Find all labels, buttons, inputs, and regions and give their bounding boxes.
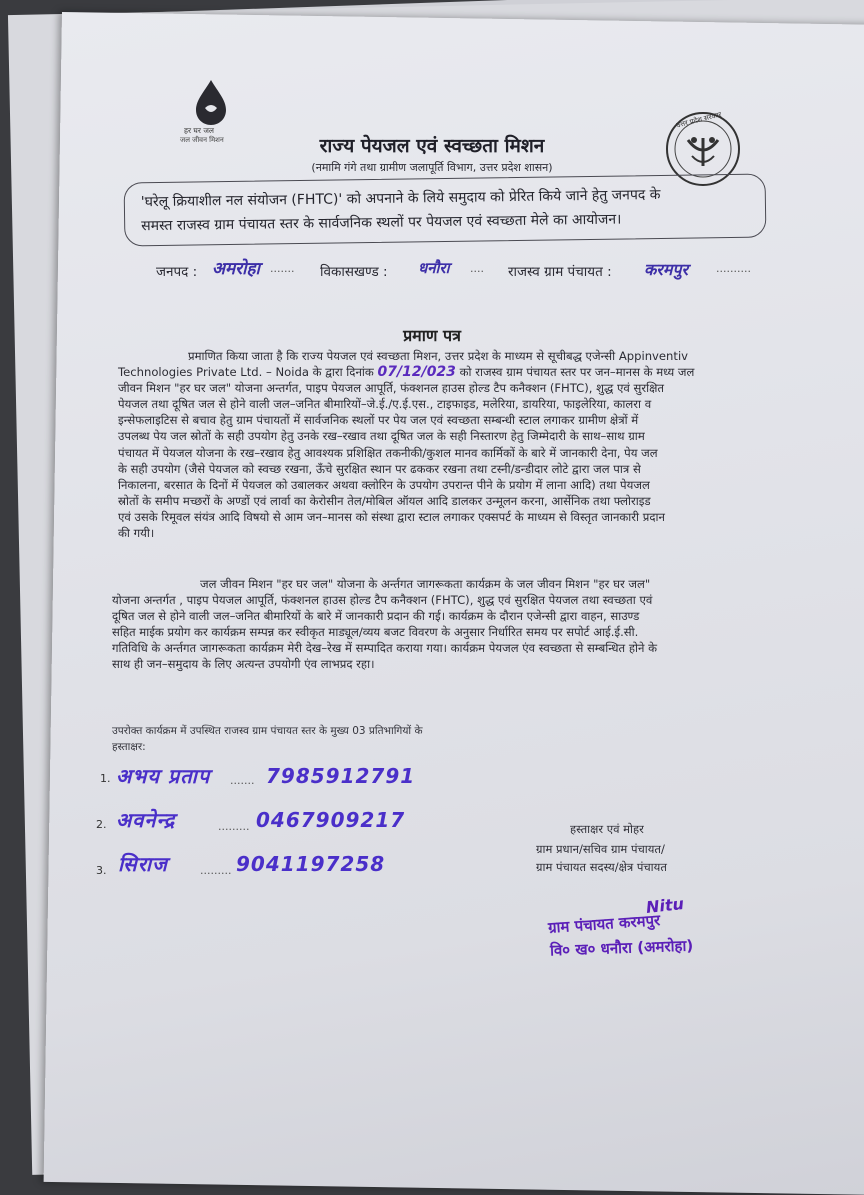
paragraph-line: उपलब्ध पेय जल स्रोतों के सही उपयोग हेतु उनके रख–रखाव तथा दूषित जल के सही निस्तारण हेतु जिम्मेदारी के साथ–साथ ग्राम bbox=[118, 429, 645, 444]
paragraph-line: जीवन मिशन "हर घर जल" योजना अन्तर्गत, पाइप पेयजल आपूर्ति, फंक्शनल हाउस होल्ड टैप कनैक्शन (FHTC), शुद्ध एवं सुरक्षित bbox=[118, 381, 665, 396]
signatory-label: ग्राम प्रधान/सचिव ग्राम पंचायत/ bbox=[536, 842, 665, 856]
signatory-label: ग्राम पंचायत सदस्य/क्षेत्र पंचायत bbox=[536, 860, 667, 874]
attendee-name: सिराज bbox=[118, 852, 168, 876]
emblem-text: उत्तर प्रदेश सरकार bbox=[675, 110, 723, 130]
paragraph-line: साथ ही जन–समुदाय के लिए अत्यन्त उपयोगी एंव लाभप्रद रहा। bbox=[112, 657, 375, 672]
event-banner bbox=[124, 174, 767, 247]
paragraph-line: इन्सेफलाइटिस से बचाव हेतु ग्राम पंचायतों में सार्वजनिक स्थलों पर पेय जल एवं स्वच्छता सम्बन्धी स्टाल लगाकर ग्रामीण क्षेत्रों में bbox=[118, 413, 639, 428]
paragraph-line: की गयी। bbox=[118, 526, 155, 541]
paragraph-line: स्रोतों के समीप मच्छरों के अण्डों एवं लार्वा का केरोसीन तेल/मोबिल ऑयल आदि डालकर उन्मूलन करना, आर्सेनिक तथा फ्लोराइड bbox=[118, 493, 651, 508]
paragraph-line bbox=[118, 364, 694, 380]
dots: .......... bbox=[716, 262, 751, 275]
attendee-phone: 7985912791 bbox=[266, 764, 416, 788]
page-title: राज्य पेयजल एवं स्वच्छता मिशन bbox=[319, 135, 545, 157]
attendees-intro: हस्ताक्षर: bbox=[112, 741, 146, 753]
block-label: विकासखण्ड : bbox=[320, 264, 388, 280]
certificate-paragraph-2 bbox=[112, 576, 657, 673]
paragraph-line: पेयजल तथा दूषित जल से होने वाली जल–जनित बीमारियों–जे.ई./ए.ई.एस., टाइफाइड, मलेरिया, डायरिया, फाइलेरिया, कालरा व bbox=[118, 397, 652, 412]
block-value: धनौरा bbox=[418, 259, 450, 277]
district-value: अमरोहा bbox=[212, 259, 260, 279]
date-value: 07/12/023 bbox=[377, 364, 456, 381]
paragraph-line: पंचायत में पेयजल योजना के रख–रखाव हेतु आवश्यक प्रशिक्षित तकनीकी/कुशल मानव कार्मिकों के बारे में जानकारी देना, पेय जल bbox=[118, 445, 658, 460]
attendee-number: 2. bbox=[96, 818, 107, 831]
page-subtitle: (नमामि गंगे तथा ग्रामीण जलापूर्ति विभाग, उत्तर प्रदेश शासन) bbox=[311, 161, 553, 174]
attendee-name: अवनेन्द्र bbox=[116, 808, 176, 832]
paragraph-line: जल जीवन मिशन "हर घर जल" योजना के अर्न्तगत जागरूकता कार्यक्रम के जल जीवन मिशन "हर घर जल" bbox=[200, 577, 651, 591]
logo-text: जल जीवन मिशन bbox=[180, 136, 224, 144]
paragraph-line: प्रमाणित किया जाता है कि राज्य पेयजल एवं स्वच्छता मिशन, उत्तर प्रदेश के माध्यम से सूचीबद्ध एजेन्सी Appinventiv bbox=[188, 349, 689, 363]
paragraph-line: योजना अन्तर्गत , पाइप पेयजल आपूर्ति, फंक्शनल हाउस होल्ड टैप कनैक्शन (FHTC), शुद्ध एवं सुरक्षित पेयजल तथा स्वच्छता एवं bbox=[112, 593, 653, 608]
dots: ......... bbox=[200, 864, 232, 877]
gp-label: राजस्व ग्राम पंचायत : bbox=[508, 264, 612, 280]
certificate-paragraph-1 bbox=[118, 348, 694, 541]
paragraph-line-part: को राजस्व ग्राम पंचायत स्तर पर जन–मानस के मध्य जल bbox=[459, 365, 695, 380]
logo-text: हर घर जल bbox=[184, 126, 214, 135]
paragraph-line: एवं उसके रिमूवल संयंत्र आदि विषयो से आम जन–मानस को संस्था द्वारा स्टाल लगाकर एक्सपर्ट के माध्यम से विस्तृत जानकारी प्रदान bbox=[118, 509, 665, 524]
attendee-number: 1. bbox=[100, 772, 111, 785]
attendee-number: 3. bbox=[96, 864, 107, 877]
attendee-name: अभय प्रताप bbox=[116, 764, 211, 788]
certificate-heading: प्रमाण पत्र bbox=[403, 326, 461, 345]
attendees-intro: उपरोक्त कार्यक्रम में उपस्थित राजस्व ग्राम पंचायत स्तर के मुख्य 03 प्रतिभागियों के bbox=[112, 725, 423, 737]
dots: ......... bbox=[218, 820, 250, 833]
attendee-phone: 9041197258 bbox=[236, 852, 386, 876]
signatory-label: हस्ताक्षर एवं मोहर bbox=[570, 822, 644, 836]
stamp-signature: Nitu bbox=[645, 894, 685, 917]
district-label: जनपद : bbox=[156, 264, 198, 280]
paragraph-line: सहित माईक प्रयोग कर कार्यक्रम सम्पन्न कर स्वीकृत माड्यूल/व्यय बजट विवरण के अनुसार निर्धारित समय पर सपोर्ट आई.ई.सी. bbox=[112, 625, 639, 640]
paragraph-line: निकालना, बरसात के दिनों में पेयजल को उबालकर अथवा क्लोरिन के उपयोग उपरान्त पीने के प्रयोग में लाना आदि) तथा पेयजल bbox=[118, 477, 650, 492]
banner-line: 'घरेलू क्रियाशील नल संयोजन (FHTC)' को अपनाने के लिये समुदाय को प्रेरित किये जाने हेतु जनपद के bbox=[140, 186, 661, 211]
stamp-line: वि० ख० धनौरा (अमरोहा) bbox=[549, 936, 694, 960]
dots: .... bbox=[470, 262, 484, 275]
banner-line: समस्त राजस्व ग्राम पंचायत स्तर के सार्वजनिक स्थलों पर पेयजल एवं स्वच्छता मेले का आयोजन। bbox=[141, 211, 622, 235]
paragraph-line: दूषित जल से होने वाली जल–जनित बीमारियों के बारे में जानकारी प्रदान की गई। कार्यक्रम के दौरान एजेन्सी द्वारा वाहन, साउण्ड bbox=[112, 609, 640, 624]
dots: ....... bbox=[230, 774, 255, 787]
stamp-line: ग्राम पंचायत करमपुर bbox=[547, 911, 661, 937]
attendee-phone: 0467909217 bbox=[256, 808, 406, 832]
dots: ....... bbox=[270, 262, 295, 275]
gp-value: करमपुर bbox=[644, 260, 689, 279]
paragraph-line-part: Technologies Private Ltd. – Noida के द्वारा दिनांक bbox=[118, 365, 374, 380]
paragraph-line: के सही उपयोग (जैसे पेयजल को स्वच्छ रखना, ऊँचे सुरक्षित स्थान पर ढककर रखना तथा टस्नी/डन्डीदार लोटे द्वारा जल पात्र से bbox=[118, 461, 641, 476]
paragraph-line: गतिविधि के अर्न्तगत जागरूकता कार्यक्रम मेरी देख–रेख में सम्पादित कराया गया। कार्यक्रम पेयजल एंव स्वच्छता से सम्बन्धित होने के bbox=[112, 641, 658, 656]
